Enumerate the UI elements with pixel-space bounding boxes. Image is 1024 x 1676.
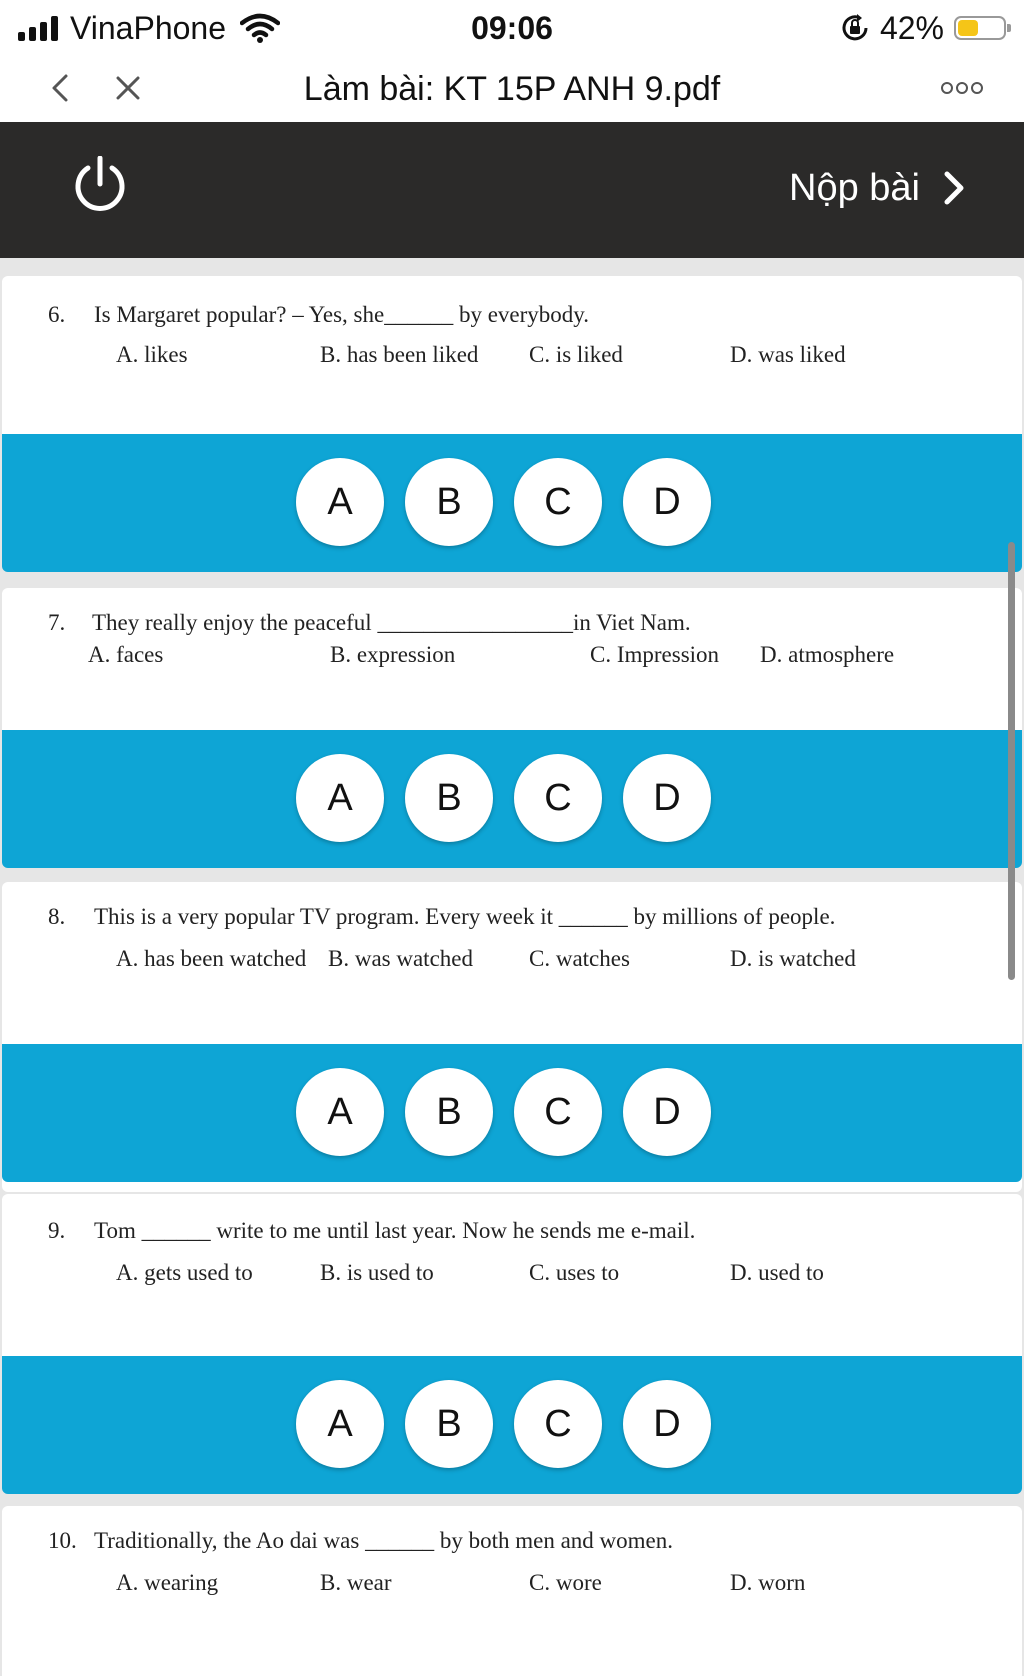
option-c: C. wore (529, 1570, 602, 1595)
answer-a-button[interactable]: A (296, 1068, 384, 1156)
option-a: A. wearing (116, 1570, 219, 1595)
answer-bar (2, 1044, 1022, 1182)
answer-c-button[interactable]: C (514, 1068, 602, 1156)
question-number: 10. (48, 1528, 77, 1553)
rotation-lock-icon (840, 13, 870, 43)
question-number: 8. (48, 904, 66, 929)
question-number: 9. (48, 1218, 66, 1243)
more-icon[interactable] (940, 76, 984, 100)
option-d: D. atmosphere (760, 642, 895, 667)
power-icon[interactable] (72, 156, 128, 212)
option-d: D. is watched (730, 946, 856, 971)
option-b: B. is used to (320, 1260, 434, 1285)
question-number: 7. (48, 610, 66, 635)
option-d: D. was liked (730, 342, 846, 367)
option-c: C. Impression (590, 642, 720, 667)
answer-bar (2, 730, 1022, 868)
question-list[interactable] (0, 258, 1024, 1664)
option-b: B. has been liked (320, 342, 479, 367)
answer-a-button[interactable]: A (296, 754, 384, 842)
option-b: B. expression (330, 642, 456, 667)
answer-d-button[interactable]: D (623, 458, 711, 546)
option-a: A. gets used to (116, 1260, 253, 1285)
exam-header (0, 122, 1024, 258)
question-stem: This is a very popular TV program. Every week it ______ by millions of people. (94, 904, 836, 929)
answer-d-button[interactable]: D (623, 1380, 711, 1468)
chevron-right-icon (942, 170, 966, 206)
submit-label: Nộp bài (789, 166, 920, 209)
clock: 09:06 (471, 10, 553, 46)
option-c: C. uses to (529, 1260, 620, 1285)
option-a: A. likes (116, 342, 188, 367)
page-title: Làm bài: KT 15P ANH 9.pdf (303, 70, 721, 108)
answer-d-button[interactable]: D (623, 1068, 711, 1156)
option-a: A. faces (88, 642, 164, 667)
answer-c-button[interactable]: C (514, 458, 602, 546)
option-d: D. worn (730, 1570, 806, 1595)
question-stem: They really enjoy the peaceful _________________in Viet Nam. (92, 610, 691, 635)
status-bar (0, 0, 1024, 56)
carrier-name: VinaPhone (70, 9, 226, 46)
option-c: C. is liked (529, 342, 623, 367)
option-a: A. has been watched (116, 946, 307, 971)
battery-icon (954, 16, 1006, 40)
answer-a-button[interactable]: A (296, 458, 384, 546)
option-c: C. watches (529, 946, 630, 971)
answer-bar (2, 1356, 1022, 1494)
answer-a-button[interactable]: A (296, 1380, 384, 1468)
option-b: B. wear (320, 1570, 392, 1595)
answer-bar (2, 434, 1022, 572)
answer-b-button[interactable]: B (405, 1068, 493, 1156)
question-stem: Is Margaret popular? – Yes, she______ by everybody. (94, 302, 590, 327)
option-b: B. was watched (328, 946, 473, 971)
battery-percent: 42% (879, 9, 944, 46)
option-d: D. used to (730, 1260, 824, 1285)
navigation-bar (0, 56, 1024, 122)
answer-c-button[interactable]: C (514, 754, 602, 842)
question-stem: Traditionally, the Ao dai was ______ by both men and women. (94, 1528, 673, 1553)
answer-b-button[interactable]: B (405, 1380, 493, 1468)
status-right-group (840, 6, 1006, 50)
question-stem: Tom ______ write to me until last year. Now he sends me e-mail. (94, 1218, 696, 1243)
answer-d-button[interactable]: D (623, 754, 711, 842)
submit-button[interactable] (789, 160, 966, 216)
answer-b-button[interactable]: B (405, 458, 493, 546)
question-card (2, 1506, 1022, 1676)
scrollbar-thumb[interactable] (1008, 542, 1015, 980)
answer-c-button[interactable]: C (514, 1380, 602, 1468)
question-number: 6. (48, 302, 66, 327)
answer-b-button[interactable]: B (405, 754, 493, 842)
